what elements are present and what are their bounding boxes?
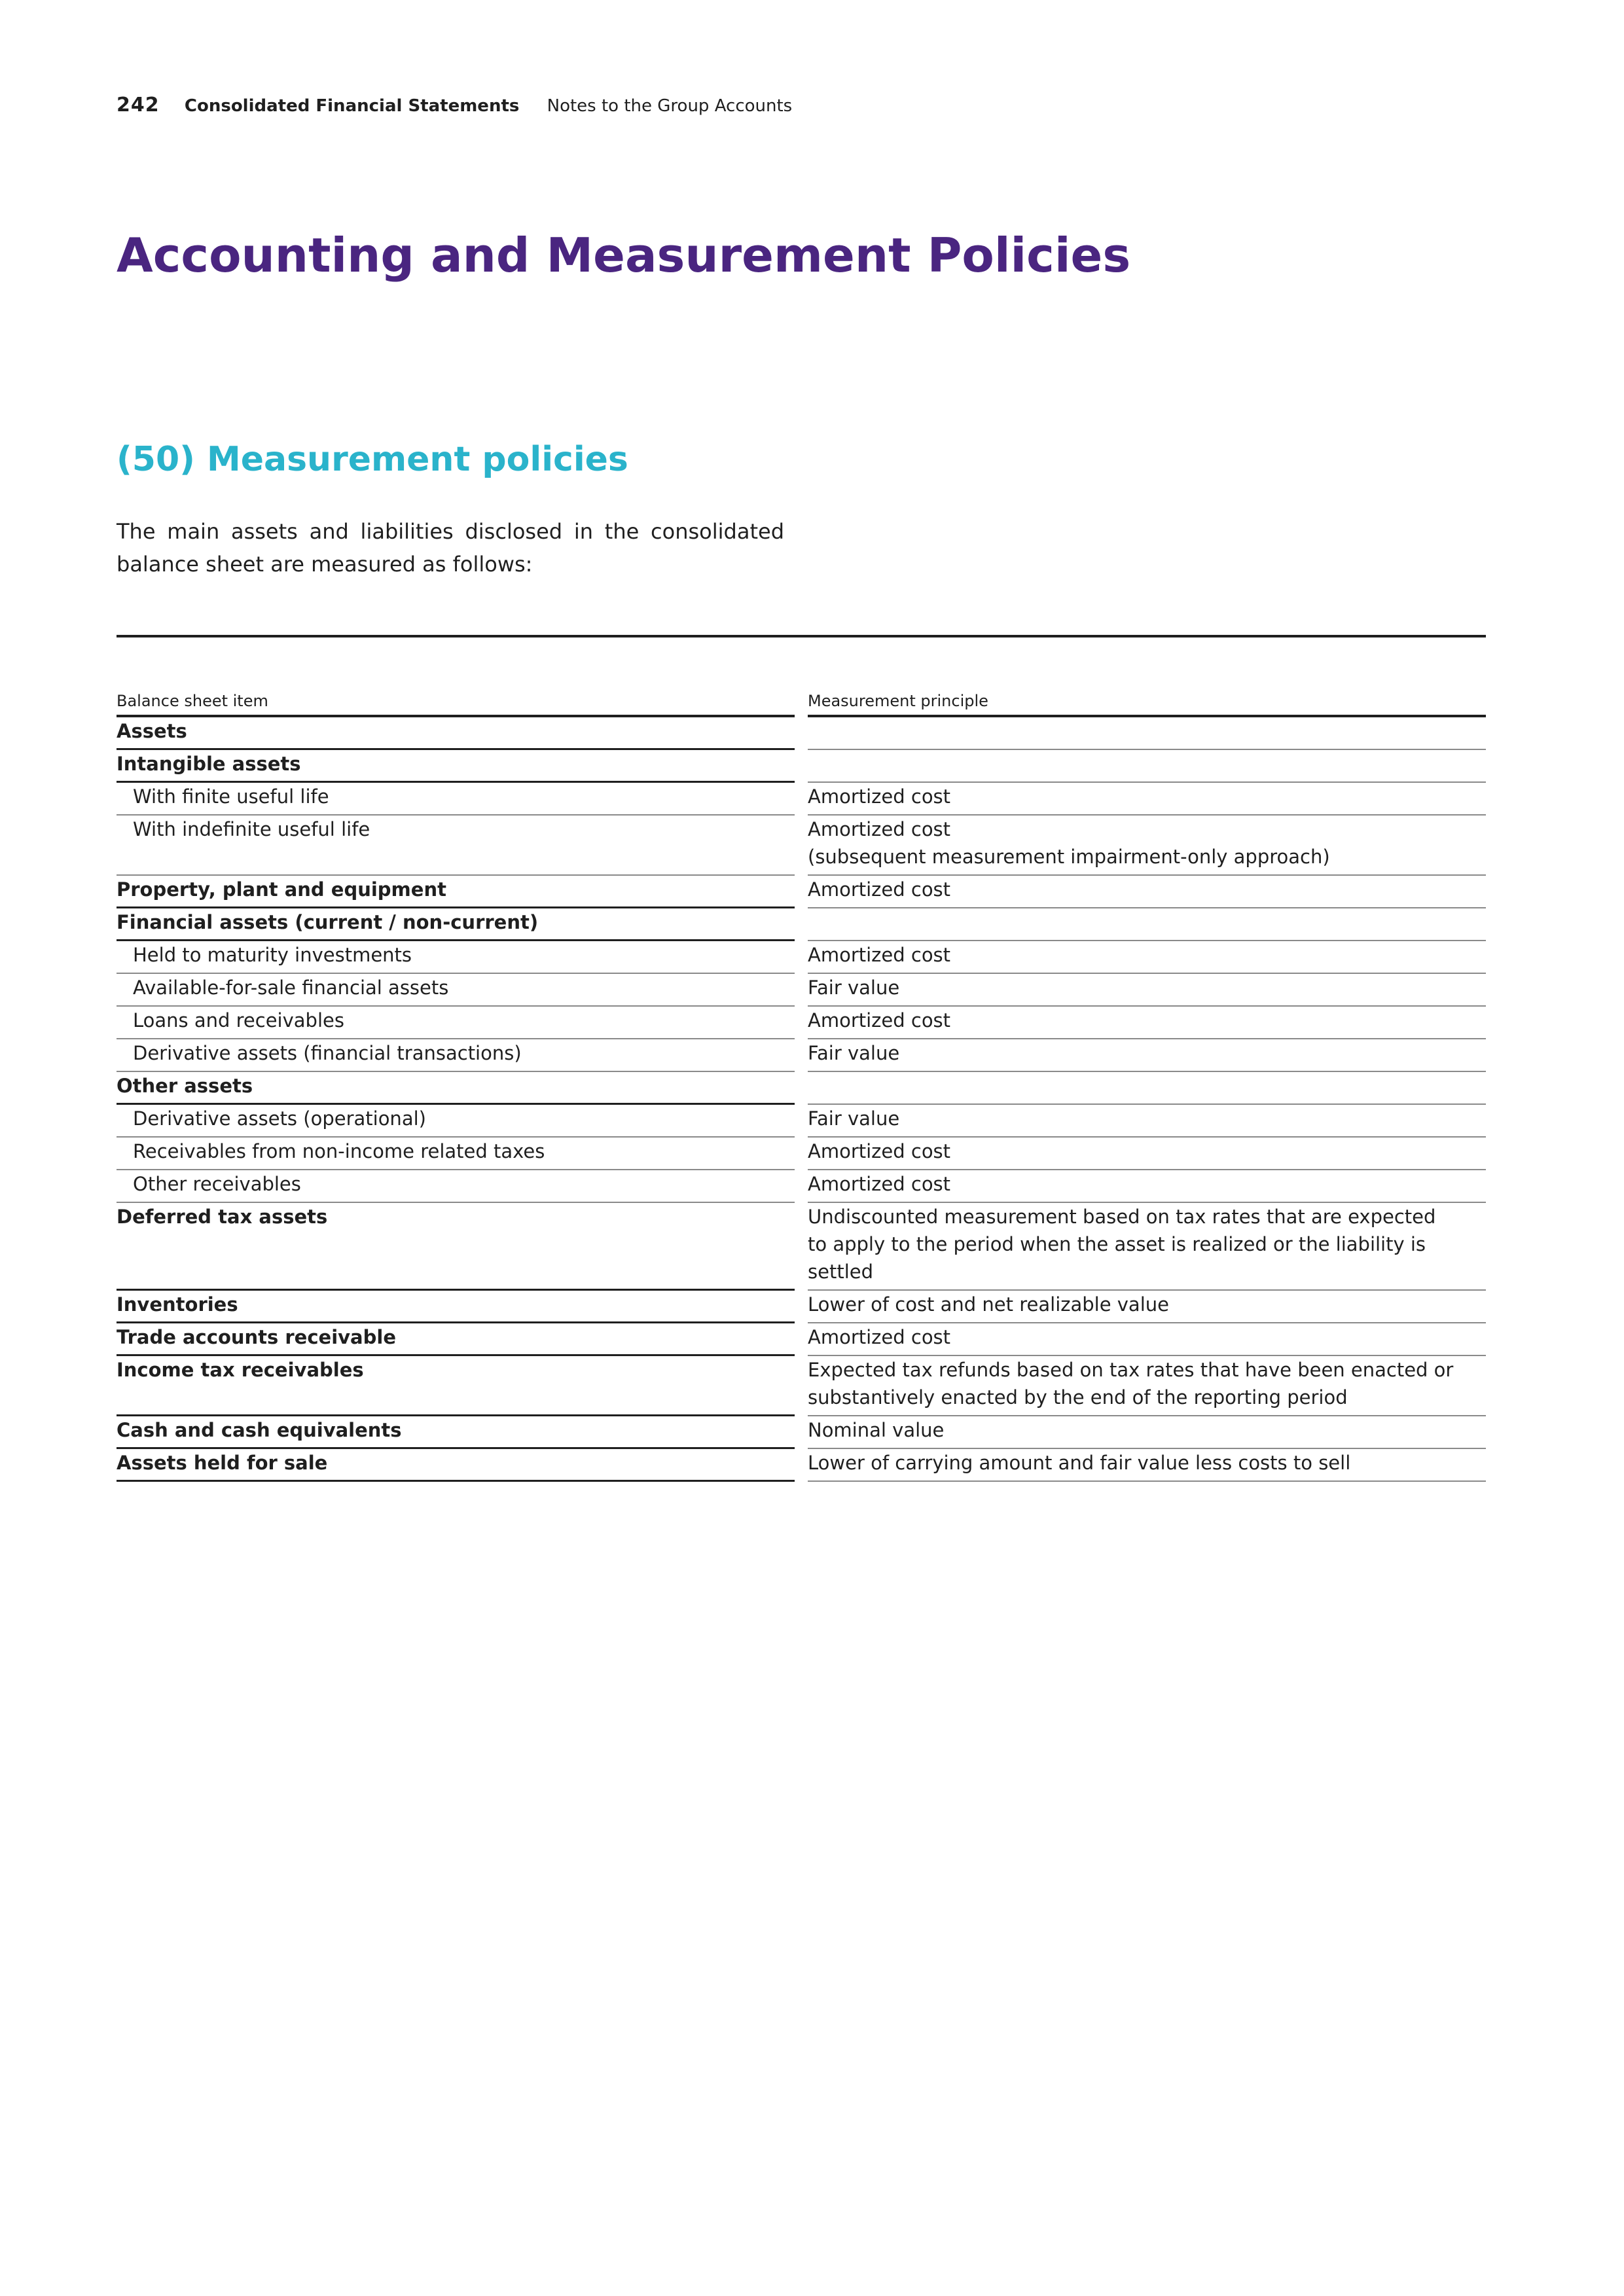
row-item: Held to maturity investments [117, 941, 795, 974]
table-row [117, 750, 1486, 783]
table-header-row [117, 681, 1486, 717]
page-number: 242 [117, 94, 160, 117]
row-principle: Fair value [808, 974, 1486, 1007]
row-principle [808, 1203, 1486, 1291]
table-row [117, 876, 1486, 908]
table-row [117, 1170, 1486, 1203]
section-heading: (50) Measurement policies [117, 440, 628, 479]
table-row [117, 1203, 1486, 1291]
row-principle: Amortized cost [808, 1170, 1486, 1203]
table-row [117, 717, 1486, 750]
row-principle: Lower of carrying amount and fair value less costs to sell [808, 1449, 1486, 1482]
column-header-item: Balance sheet item [117, 690, 795, 717]
row-principle: Lower of cost and net realizable value [808, 1291, 1486, 1323]
row-principle: Amortized cost [808, 1138, 1486, 1170]
row-item: With indefinite useful life [117, 816, 795, 876]
row-principle: Amortized cost [808, 941, 1486, 974]
row-item: Property, plant and equipment [117, 876, 795, 908]
row-principle: Amortized cost [808, 783, 1486, 816]
row-item: With finite useful life [117, 783, 795, 816]
row-item: Trade accounts receivable [117, 1323, 795, 1356]
row-principle: Amortized cost [808, 1007, 1486, 1039]
principle-line: to apply to the period when the asset is realized or the liability is [808, 1233, 1426, 1255]
subsection-name: Notes to the Group Accounts [547, 96, 793, 116]
row-item: Financial assets (current / non-current) [117, 908, 795, 941]
principle-line: (subsequent measurement impairment-only approach) [808, 846, 1330, 868]
row-item: Assets held for sale [117, 1449, 795, 1482]
row-principle [808, 908, 1486, 941]
table-row [117, 1105, 1486, 1138]
principle-line: substantively enacted by the end of the reporting period [808, 1386, 1348, 1408]
table-row [117, 974, 1486, 1007]
table-row [117, 1356, 1486, 1416]
row-item: Derivative assets (operational) [117, 1105, 795, 1138]
row-item: Available-for-sale financial assets [117, 974, 795, 1007]
row-item: Other receivables [117, 1170, 795, 1203]
row-item: Cash and cash equivalents [117, 1416, 795, 1449]
row-item: Inventories [117, 1291, 795, 1323]
row-item: Loans and receivables [117, 1007, 795, 1039]
table-top-rule [117, 635, 1486, 637]
principle-line: Expected tax refunds based on tax rates that have been enacted or [808, 1359, 1454, 1381]
column-header-principle: Measurement principle [808, 690, 1486, 717]
table-row [117, 816, 1486, 876]
row-item: Assets [117, 717, 795, 750]
intro-line: The main assets and liabilities disclosed in the consolidated [117, 519, 784, 544]
table-row [117, 1291, 1486, 1323]
row-principle [808, 750, 1486, 783]
row-principle [808, 1356, 1486, 1416]
measurement-policies-table [117, 681, 1486, 1482]
table-row [117, 783, 1486, 816]
table-row [117, 1007, 1486, 1039]
running-header [117, 94, 792, 117]
row-item: Receivables from non-income related taxes [117, 1138, 795, 1170]
row-principle [808, 1072, 1486, 1105]
table-row [117, 1072, 1486, 1105]
row-principle: Amortized cost [808, 1323, 1486, 1356]
row-item: Income tax receivables [117, 1356, 795, 1416]
row-item: Deferred tax assets [117, 1203, 795, 1291]
intro-line: balance sheet are measured as follows: [117, 552, 533, 577]
table-row [117, 1416, 1486, 1449]
row-item: Derivative assets (financial transactions) [117, 1039, 795, 1072]
intro-paragraph [117, 515, 784, 581]
principle-line: Amortized cost [808, 818, 951, 840]
table-row [117, 908, 1486, 941]
row-principle [808, 717, 1486, 750]
page-title: Accounting and Measurement Policies [117, 228, 1131, 283]
table-row [117, 1138, 1486, 1170]
principle-line: settled [808, 1261, 873, 1283]
principle-line: Undiscounted measurement based on tax rates that are expected [808, 1206, 1436, 1228]
table-row [117, 1449, 1486, 1482]
table-row [117, 1039, 1486, 1072]
table-row [117, 1323, 1486, 1356]
row-principle [808, 816, 1486, 876]
table-row [117, 941, 1486, 974]
row-principle: Fair value [808, 1105, 1486, 1138]
row-item: Other assets [117, 1072, 795, 1105]
section-name: Consolidated Financial Statements [184, 96, 520, 116]
row-principle: Amortized cost [808, 876, 1486, 908]
row-principle: Nominal value [808, 1416, 1486, 1449]
row-principle: Fair value [808, 1039, 1486, 1072]
row-item: Intangible assets [117, 750, 795, 783]
